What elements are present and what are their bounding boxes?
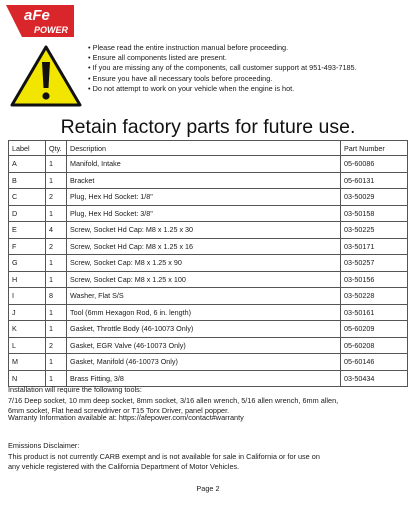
cell-label: N [9,370,46,387]
cell-qty: 1 [46,370,67,387]
logo-text: aFe [24,7,50,24]
warning-item: • If you are missing any of the components, call customer support at 951-493-7185. [88,63,357,73]
table-row [9,156,408,173]
cell-part-number: 05-60086 [341,156,408,173]
cell-description: Bracket [67,172,341,189]
table-row [9,172,408,189]
table-row [9,205,408,222]
cell-qty: 1 [46,354,67,371]
cell-qty: 1 [46,271,67,288]
table-row [9,321,408,338]
headline: Retain factory parts for future use. [60,116,356,138]
table-row [9,189,408,206]
warning-triangle-icon [10,44,82,108]
emissions-section [8,441,414,473]
cell-label: D [9,205,46,222]
logo-subtext: POWER [34,25,69,35]
cell-label: M [9,354,46,371]
cell-qty: 1 [46,321,67,338]
cell-part-number: 03-50225 [341,222,408,239]
cell-label: L [9,337,46,354]
cell-part-number: 03-50434 [341,370,408,387]
cell-label: B [9,172,46,189]
cell-qty: 1 [46,255,67,272]
header-qty: Qty. [46,141,67,156]
warning-item: • Please read the entire instruction manual before proceeding. [88,43,289,52]
header-description: Description [67,141,341,156]
cell-description: Gasket, EGR Valve (46-10073 Only) [67,337,341,354]
warning-item: • Do not attempt to work on your vehicle when the engine is hot. [88,83,295,93]
header-label: Label [9,141,46,156]
parts-table-body [9,156,408,387]
cell-description: Screw, Socket Hd Cap: M8 x 1.25 x 16 [67,238,341,255]
cell-qty: 1 [46,304,67,321]
cell-label: K [9,321,46,338]
cell-label: J [9,304,46,321]
cell-part-number: 03-50158 [341,205,408,222]
cell-description: Screw, Socket Cap: M8 x 1.25 x 100 [67,271,341,288]
installation-intro: Installation will require the following tools: [8,385,142,394]
page-number: Page 2 [196,484,220,493]
table-row [9,271,408,288]
emissions-title: Emissions Disclaimer: [8,441,80,450]
cell-description: Brass Fitting, 3/8 [67,370,341,387]
emissions-line-2: any vehicle registered with the California Department of Motor Vehicles. [8,462,240,471]
emissions-line-1: This product is not currently CARB exempt and is not available for sale in California or for use on [8,451,320,461]
installation-tools-line-2: 6mm socket, Flat head screwdriver or T15 Torx Driver, panel popper. [8,406,230,415]
cell-description: Plug, Hex Hd Socket: 1/8" [67,189,341,206]
cell-part-number: 05-60146 [341,354,408,371]
warning-list [88,43,414,94]
cell-label: E [9,222,46,239]
cell-qty: 2 [46,189,67,206]
cell-part-number: 03-50161 [341,304,408,321]
afe-power-logo [4,3,76,39]
cell-label: A [9,156,46,173]
cell-qty: 4 [46,222,67,239]
cell-part-number: 05-60209 [341,321,408,338]
cell-description: Gasket, Manifold (46-10073 Only) [67,354,341,371]
table-row [9,288,408,305]
cell-part-number: 03-50156 [341,271,408,288]
installation-tools-line-1: 7/16 Deep socket, 10 mm deep socket, 8mm socket, 3/16 allen wrench, 5/16 allen wrench, 6mm allen, [8,395,339,405]
cell-qty: 2 [46,238,67,255]
cell-description: Gasket, Throttle Body (46-10073 Only) [67,321,341,338]
cell-description: Washer, Flat S/S [67,288,341,305]
warning-item: • Ensure all components listed are present. [88,53,227,63]
cell-part-number: 03-50228 [341,288,408,305]
table-row [9,255,408,272]
table-row [9,304,408,321]
table-row [9,354,408,371]
warning-item: • Ensure you have all necessary tools before proceeding. [88,73,273,83]
cell-label: I [9,288,46,305]
cell-description: Screw, Socket Cap: M8 x 1.25 x 90 [67,255,341,272]
cell-qty: 1 [46,205,67,222]
cell-description: Screw, Socket Hd Cap: M8 x 1.25 x 30 [67,222,341,239]
table-row [9,337,408,354]
warranty-info: Warranty Information available at: https://afepower.com/contact#warranty [8,413,244,422]
cell-part-number: 03-50257 [341,255,408,272]
cell-qty: 1 [46,172,67,189]
cell-label: H [9,271,46,288]
parts-table [8,140,408,387]
cell-part-number: 03-50171 [341,238,408,255]
cell-label: G [9,255,46,272]
cell-qty: 2 [46,337,67,354]
cell-part-number: 03-50029 [341,189,408,206]
cell-part-number: 05-60208 [341,337,408,354]
cell-description: Manifold, Intake [67,156,341,173]
cell-part-number: 05-60131 [341,172,408,189]
header-part-number: Part Number [341,141,408,156]
cell-description: Tool (6mm Hexagon Rod, 6 in. length) [67,304,341,321]
cell-description: Plug, Hex Hd Socket: 3/8" [67,205,341,222]
cell-label: F [9,238,46,255]
table-row [9,222,408,239]
table-header-row [9,141,408,156]
cell-qty: 8 [46,288,67,305]
cell-label: C [9,189,46,206]
table-row [9,238,408,255]
installation-section [8,385,414,417]
cell-qty: 1 [46,156,67,173]
